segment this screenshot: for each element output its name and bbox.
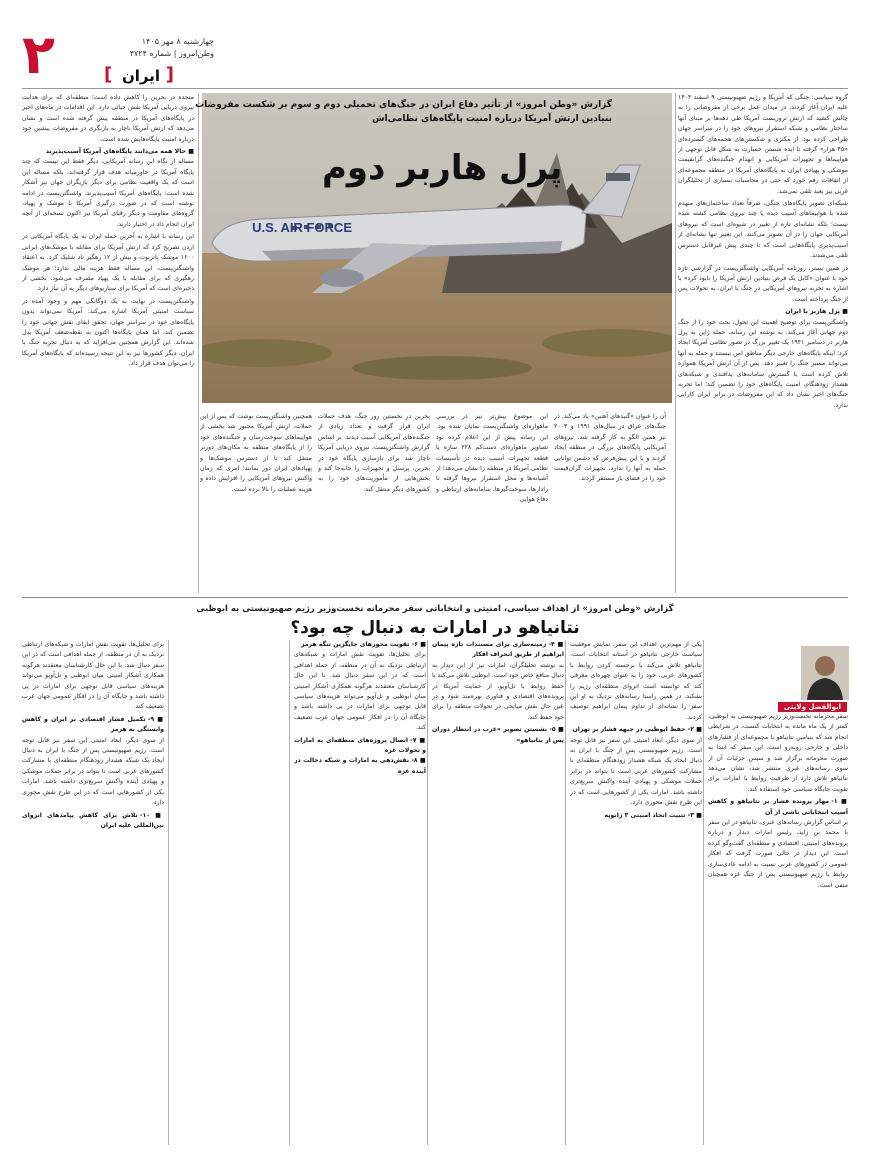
column-divider <box>289 640 290 1145</box>
lead-paragraph: این موضوع پیش‌تر نیز در بررسی ماهواره‌ای واشنگتن‌پست نمایان شده بود. این رسانه پیش از این اعلام کرده بود تصاویر ماهواره‌ای دست‌کم ۲۲۸ سازه یا قطعه تجهیزات آسیب دیده در تأسیسات نظامی آمریکا در منطقه را نشان می‌دهد؛ از آشیانه‌ها و محل استقرار نیروها گرفته تا رادارها، سوخت‌گیرها، سامانه‌های ارتباطی و دفاع هوایی. <box>436 413 548 504</box>
lead-paragraph: واشنگتن‌پست برای توضیح اهمیت این تحول، بحث خود را از جنگ دوم جهانی آغاز می‌کند. به نوشته این رسانه، حمله ژاپن به پرل هاربر در دسامبر ۱۹۴۱ یک تغییر بزرگ در تصور نظامی آمریکا ایجاد کرد؛ اینکه پایگاه‌های خارجی دیگر مناطق امن نیستند و حمله به آنها می‌تواند مسیر جنگ را تغییر دهد. پس از آن ارتش آمریکا همواره تلاش کرده است با گسترش سامانه‌های پدافندی و شبکه‌های هشدار زودهنگام، امنیت پایگاه‌های خود را تضمین کند؛ اما تجربه جنگ‌های اخیر نشان داد که این مفروضات در برابر ایران کارایی ندارد. <box>678 318 848 409</box>
story2-subhead: ■ ۱- مهار پرونده فشار بر نتانیاهو و کاهش آسیب انتخاباتی ناشی از آن <box>708 798 848 816</box>
lead-column <box>318 412 430 584</box>
story2-paragraph: سفر محرمانه نخست‌وزیر رژیم صهیونیستی به ابوظبی، کمتر از یک ماه مانده به انتخابات کنست، در شرایطی انجام شد که بنیامین نتانیاهو با مجموعه‌ای از فشارهای داخلی و خارجی روبه‌رو است. این سفر که ابتدا به صورت محرمانه برگزار شد و سپس جزئیات آن از سوی رسانه‌های عبری منتشر شد، نشان می‌دهد نتانیاهو تلاش دارد از ظرفیت روابط با امارات برای تقویت جایگاه سیاسی خود استفاده کند. <box>708 713 848 793</box>
story2-column <box>22 640 164 1145</box>
lead-column <box>436 412 548 584</box>
story2-column <box>432 640 564 1145</box>
lead-paragraph: متحده در بحرین را کاهش داده است؛ منطقه‌ای که برای هدایت نیروی دریایی آمریکا نقش حیاتی دارد. این اقدامات در ماه‌های اخیر در پایگاه‌های آمریکا در منطقه پیش گرفته شده است و نشان می‌دهد که ارتش آمریکا ناچار به بازنگری در مفروضات پیشین خود درباره امنیت پایگاه‌هایش شده است. <box>22 94 194 143</box>
story2-subhead: ■ ۵- نشستن تصویر «غرب در انتظار دوران پس از نتانیاهو» <box>432 726 564 744</box>
bracket-close: ] <box>104 64 113 85</box>
lead-paragraph: آن را عنوان «گنبدهای آهنین» یاد می‌کند. در جنگ‌های عراق در سال‌های ۱۹۹۱ و ۲۰۰۳ نیز همین الگو به کار گرفته شد. نیروهای آمریکایی پایگاه‌های بزرگی در منطقه ایجاد کردند و با این پیش‌فرض که دشمن توانایی حمله به آنها را ندارد، تجهیزات گران‌قیمت خود را در فضای باز مستقر کردند. <box>554 413 666 483</box>
story2-column <box>570 640 702 1145</box>
story2-column <box>294 640 426 1145</box>
author-name: ابوالفضل ولایتی <box>778 702 847 712</box>
military-airbase-photo <box>202 93 672 403</box>
story2-paragraph: یکی از مهم‌ترین اهداف این سفر، نمایش موفقیت سیاست خارجی نتانیاهو در آستانه انتخابات است. نتانیاهو تلاش می‌کند با برجسته کردن روابط با کشورهای عربی، خود را به عنوان چهره‌ای معرفی کند که توانسته است انزوای منطقه‌ای رژیم را بشکند. در همین راستا رسانه‌های نزدیک به او این سفر را نشانه‌ای از تداوم پیمان ابراهیم توصیف کردند. <box>570 641 702 721</box>
story2-paragraph: به نوشته تحلیلگران، امارات نیز از این دیدار به دنبال منافع خاص خود است. ابوظبی تلاش می‌کند با حفظ روابط با تل‌آویو، از حمایت آمریکا در پرونده‌های اقتصادی و فناوری بهره‌مند شود و در عین حال نقش میانجی در تحولات منطقه را برای خود حفظ کند. <box>432 661 564 721</box>
column-divider <box>198 93 199 593</box>
section-label <box>104 66 174 86</box>
column-divider <box>565 640 566 1145</box>
story2-subhead: ■ ۸- نقش‌دهی به امارات و شبکه دخالت در آینده غزه <box>294 757 426 775</box>
author-portrait <box>801 646 849 700</box>
lead-paragraph: واشنگتن‌پست در نهایت به یک دوگانگی مهم و وجود آمده در سیاست امنیتی آمریکا اشاره می‌کند: آمریکا نمی‌تواند بدون پایگاه‌های خود در سراسر جهان، تحقق ایفای نقش جهانی خود را تضمین کند، اما همان پایگاه‌ها اکنون به نقطه‌ضعف آمریکا بدل شده‌اند. این گزارش همچنین می‌افزاید که به دنبال تجربه جنگ با ایران، دیگر کشورها نیز به این نتیجه رسیده‌اند که پایگاه‌های آمریکا را می‌توان هدف قرار داد. <box>22 297 194 368</box>
story2-paragraph: از سوی دیگر، ابعاد امنیتی این سفر نیز قابل توجه است. رژیم صهیونیستی پس از جنگ با ایران به دنبال ایجاد یک شبکه هشدار زودهنگام منطقه‌ای با مشارکت کشورهای عربی است تا بتواند در برابر حملات موشکی و پهپادی آینده واکنش سریع‌تری داشته باشد. امارات یکی از کشورهایی است که در این طرح نقش محوری دارد. <box>570 736 702 807</box>
lead-column-left <box>22 93 194 593</box>
column-divider <box>168 640 169 1145</box>
lead-column-right <box>678 93 848 593</box>
story2-headline: نتانیاهو در امارات به دنبال چه بود؟ <box>290 618 580 638</box>
story2-subhead: ■ ۶- تقویت محورهای جایگزین تنگه هرمز <box>300 641 426 648</box>
masthead <box>22 23 848 88</box>
story2-column <box>708 712 848 1145</box>
lead-paragraph: همچنین واشنگتن‌پست نوشت که پس از این حملات، ارتش آمریکا مجبور شد بخشی از هواپیماهای سوخت‌رسان و جنگنده‌های خود را از پایگاه‌های منطقه به مکان‌های دورتر منتقل کند تا از دسترس موشک‌ها و پهپادهای ایران دور بمانند؛ امری که زمان واکنش نیروهای آمریکایی را افزایش داده و هزینه عملیات را بالا برده است. <box>200 413 312 493</box>
story2-subhead: ■ ۳- تثبیت اتحاد امنیتی ۳ ژانویه <box>604 811 702 819</box>
story2-subhead: ■ ۴- زمینه‌سازی برای مستندات تازه پیمان ابراهیم از طریق انحراف افکار <box>432 641 564 659</box>
lead-kicker: گزارش «وطن امروز» از تأثیر دفاع ایران در جنگ‌های تحمیلی دوم و سوم بر شکست مفروضات بنیادین ارتش آمریکا درباره امنیت پایگاه‌های نظامی‌اش <box>195 100 612 124</box>
story2-paragraph: برای تحلیل‌ها، تقویت نقش امارات و شبکه‌های ارتباطی نزدیک به آن در منطقه، از جمله اهدافی است که در این سفر دنبال شد. با این حال کارشناسان معتقدند هرگونه همکاری آشکار امنیتی میان ابوظبی و تل‌آویو می‌تواند هزینه‌های سیاسی قابل توجهی برای امارات در پی داشته باشد و جایگاه آن را در افکار عمومی جهان عرب تضعیف کند. <box>294 651 426 732</box>
column-divider <box>703 640 704 1145</box>
lead-paragraph: مساله از نگاه این رسانه آمریکایی، دیگر فقط این نیست که چند پایگاه آمریکا در خاورمیانه هدف قرار گرفته‌اند، بلکه مساله این است که یک واقعیت نظامی برای دیگر بازیگران جهان نیز آشکار شده است: پایگاه‌های آمریکا آسیب‌پذیرند. واشنگتن‌پست در ادامه نوشته است که در صورت درگیری آمریکا با موشک و پهپاد، گروه‌های مقاومت و دیگر رقبای آمریکا نیز اکنون نسخه‌ای از آنچه ایران انجام داد در اختیار دارند. <box>22 158 194 228</box>
lead-column <box>554 412 666 584</box>
story2-subhead: ■ ۷- اتصال پروژه‌های منطقه‌ای به امارات و تحولات غزه <box>294 736 426 755</box>
section-title: ایران <box>121 67 160 85</box>
story2-subhead: ■ ۲- حفظ ابوظبی در جبهه فشار بر تهران <box>572 726 702 734</box>
issue-info <box>64 36 214 60</box>
lead-paragraph: این رسانه با اشاره به آخرین حمله ایران به یک پایگاه آمریکایی در اردن تصریح کرد که ارتش آمریکا برای مقابله با موشک‌های ایرانی ۱۶۰۰ موشک پاتریوت و بیش از ۱۲ رهگیر تاد شلیک کرد. به اعتقاد واشنگتن‌پست، این مساله فقط هزینه مالی ندارد؛ هر موشک رهگیری که برای مقابله با یک پهپاد مصرف می‌شود، بخشی از ذخیره‌ای است که آمریکا برای سناریوهای دیگر به آن نیاز دارد. <box>22 233 194 293</box>
lead-headline: پرل هاربر دوم <box>322 148 563 188</box>
column-divider <box>675 93 676 593</box>
lead-photo <box>202 93 672 403</box>
masthead-divider <box>22 88 848 89</box>
page-number: ۲ <box>22 23 55 86</box>
lead-paragraph: بحرین در نخستین روز جنگ، هدف حملات ایران قرار گرفت و تعداد زیادی از جنگنده‌های آمریکایی آسیب دیدند. بر اساس گزارش واشنگتن‌پست، نیروی دریایی آمریکا ناچار شد برای بازسازی پایگاه خود در بحرین، پرسنل و تجهیزات را جابه‌جا کند و بخش‌هایی از مأموریت‌های خود را به کشورهای دیگر منتقل کند. <box>318 413 430 493</box>
story2-paragraph: از سوی دیگر، ابعاد امنیتی این سفر نیز قابل توجه است. رژیم صهیونیستی پس از جنگ با ایران به دنبال ایجاد یک شبکه هشدار زودهنگام منطقه‌ای با مشارکت کشورهای عربی است تا بتواند در برابر حملات موشکی و پهپادی آینده واکنش سریع‌تری داشته باشد. امارات یکی از کشورهایی است که در این طرح نقش محوری دارد. <box>22 736 164 807</box>
story2-paragraph: بر اساس گزارش رسانه‌های عبری، نتانیاهو در این سفر با محمد بن زاید، رئیس امارات دیدار و درباره پرونده‌های امنیتی، اقتصادی و منطقه‌ای گفت‌وگو کرده است. این دیدار در حالی صورت گرفت که افکار عمومی در کشورهای عربی نسبت به ادامه عادی‌سازی روابط با رژیم صهیونیستی پس از جنگ غزه همچنان منفی است. <box>708 819 848 889</box>
issue-number: وطن‌امروز | شماره ۴۷۲۴ <box>129 49 214 58</box>
story-divider <box>22 597 848 598</box>
lead-column <box>200 412 312 584</box>
bracket-open: [ <box>165 64 174 85</box>
story2-kicker: گزارش «وطن امروز» از اهداف سیاسی، امنیتی و انتخاباتی سفر محرمانه نخست‌وزیر رژیم صهیونیستی به ابوظبی <box>196 604 674 614</box>
aircraft-marking: U.S. AIR FORCE <box>252 220 352 235</box>
lead-subhead: ■ حالا همه می‌دانند پایگاه‌های آمریکا آسیب‌پذیرند <box>45 148 194 156</box>
lead-paragraph: گروه سیاسی: جنگی که آمریکا و رژیم صهیونیستی ۹ اسفند ۱۴۰۴ علیه ایران آغاز کردند، در میدان عمل برخی از مفروضاتی را به چالش کشید که ارتش تروریست آمریکا طی دهه‌ها بر مبنای آنها ساختار نظامی و شبکه استقرار نیروهای خود را در سراسر جهان طراحی کرده بود. از مکنزی و شکستن‌های هجمه‌های گسترده‌ای «۴۵ هزار» گرفته تا ایده شستن خسارت به شکل قابل توجهی از هواپیماها و تجهیزات آمریکایی و انهدام جنگنده‌های گرانقیمت موشکی و پهپادی ایران به پایگاه‌های آمریکا در منطقه مجموعه‌ای از اتفاقات رقم خورد که حتی در محاسبات بسیاری از تحلیلگران غربی نیز بعید تلقی نمی‌شد. <box>678 94 848 195</box>
lead-paragraph: شبکه‌ای تصویر پایگاه‌های جنگی، صرفاً تعداد ساختمان‌های منهدم شده یا هواپیماهای آسیب دیده یا چند نیروی نظامی کشته شده نیست؛ بلکه نشانه‌ای تازه از تغییر در شیوه‌ای است که نیروهای آمریکایی جهان را در آن تصویر می‌کنند. این تغییر تنها نشانه‌ای از آسیب‌پذیری پایگاه‌هایی است که تا چندی پیش غیرقابل دسترس تلقی می‌شدند. <box>678 200 848 260</box>
story2-subhead: ■ ۱۰- تلاش برای کاهش پیامدهای انزوای بین‌المللی علیه ایران <box>22 811 164 829</box>
author-box <box>719 640 849 711</box>
column-divider <box>427 640 428 1145</box>
story2-subhead: ■ ۹- تکمیل فشار اقتصادی بر ایران و کاهش وابستگی به هرمز <box>22 715 164 734</box>
lead-paragraph: در همین بستر، روزنامه آمریکایی واشنگتن‌پست در گزارشی تازه خود با عنوان «کابل یک فرض بنیادین ارتش آمریکا را نابود کرد» با اشاره به تجربه نیروهای آمریکایی در جنگ با ایران، به تحولات پس از جنگ پرداخته است. <box>678 264 848 303</box>
issue-date: چهارشنبه ۸ مهر ۱۴۰۵ <box>141 37 214 46</box>
lead-subhead: ■ پرل هاربر با ایران <box>785 308 848 316</box>
story2-paragraph: برای تحلیل‌ها، تقویت نقش امارات و شبکه‌های ارتباطی نزدیک به آن در منطقه، از جمله اهدافی است که در این سفر دنبال شد. با این حال کارشناسان معتقدند هرگونه همکاری آشکار امنیتی میان ابوظبی و تل‌آویو می‌تواند هزینه‌های سیاسی قابل توجهی برای امارات در پی داشته باشد و جایگاه آن را در افکار عمومی جهان عرب تضعیف کند. <box>22 641 164 711</box>
